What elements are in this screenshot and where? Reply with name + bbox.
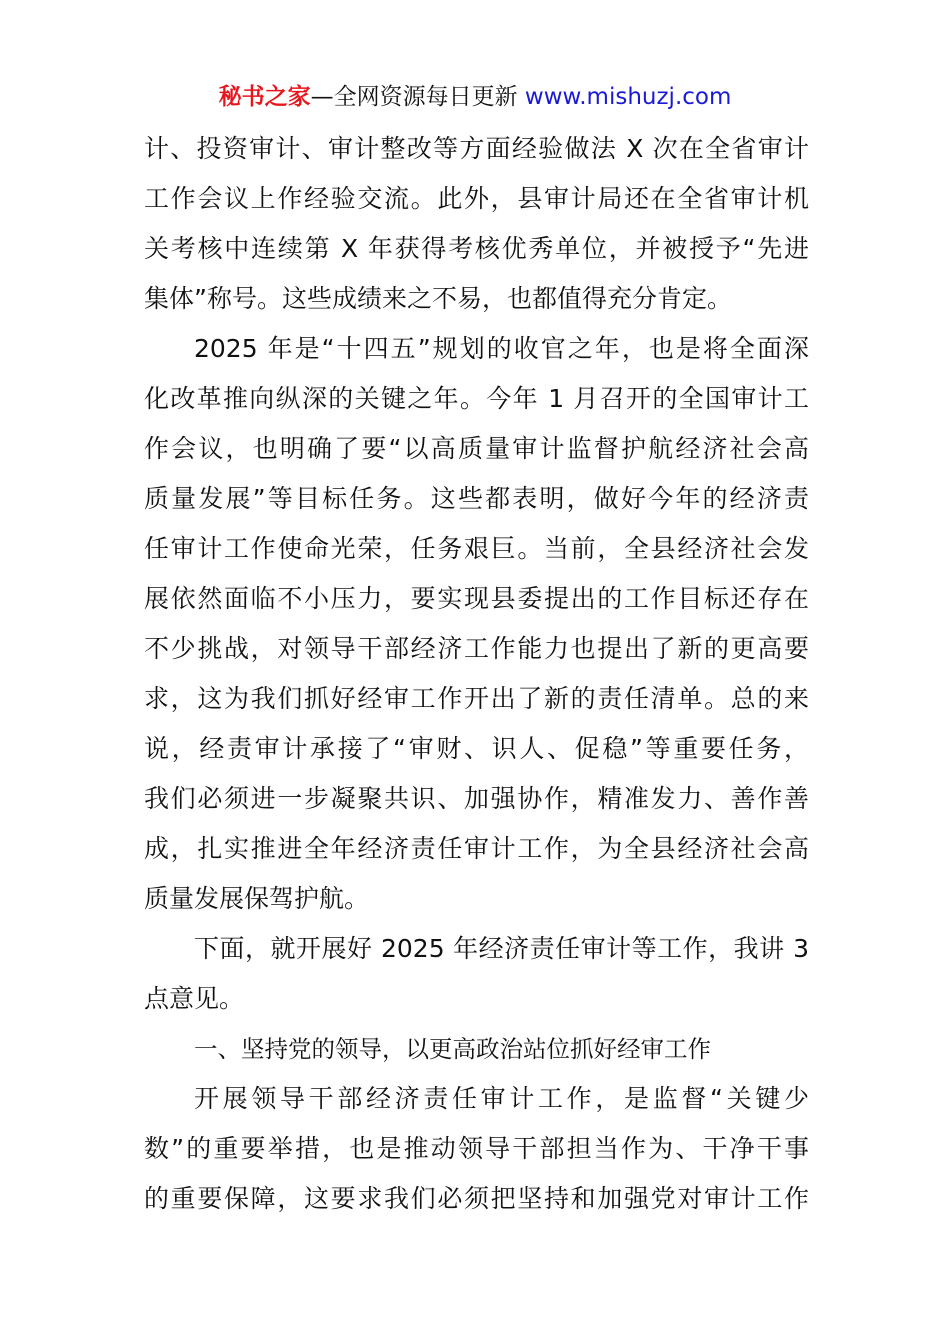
- text-line: 工作会议上作经验交流。此外，县审计局还在全省审计机: [144, 184, 809, 213]
- text-line: 集体”称号。这些成绩来之不易，也都值得充分肯定。: [144, 284, 732, 313]
- text-line: 说，经责审计承接了“审财、识人、促稳”等重要任务，: [144, 734, 809, 763]
- text-line: 展依然面临不小压力，要实现县委提出的工作目标还存在: [144, 584, 809, 613]
- document-body: [144, 124, 809, 1224]
- text-line: 开展领导干部经济责任审计工作，是监督“关键少: [194, 1084, 809, 1113]
- site-brand: 秘书之家: [218, 84, 311, 110]
- text-line: 的重要保障，这要求我们必须把坚持和加强党对审计工作: [144, 1184, 809, 1213]
- text-line: 关考核中连续第 X 年获得考核优秀单位，并被授予“先进: [144, 234, 809, 263]
- text-line: 2025 年是“十四五”规划的收官之年，也是将全面深: [194, 334, 809, 363]
- section-heading: 一、坚持党的领导，以更高政治站位抓好经审工作: [194, 1035, 711, 1063]
- text-line: 我们必须进一步凝聚共识、加强协作，精准发力、善作善: [144, 784, 809, 813]
- text-line: 作会议，也明确了要“以高质量审计监督护航经济社会高: [144, 434, 809, 463]
- text-line: 计、投资审计、审计整改等方面经验做法 X 次在全省审计: [144, 134, 809, 163]
- text-line: 数”的重要举措，也是推动领导干部担当作为、干净干事: [144, 1134, 809, 1163]
- text-line: 质量发展”等目标任务。这些都表明，做好今年的经济责: [144, 484, 809, 513]
- text-line: 质量发展保驾护航。: [144, 884, 370, 913]
- text-line: 点意见。: [144, 984, 245, 1013]
- text-line: 化改革推向纵深的关键之年。今年 1 月召开的全国审计工: [144, 384, 809, 413]
- text-line: 下面，就开展好 2025 年经济责任审计等工作，我讲 3: [194, 934, 809, 963]
- text-line: 成，扎实推进全年经济责任审计工作，为全县经济社会高: [144, 834, 809, 863]
- text-line: 求，这为我们抓好经审工作开出了新的责任清单。总的来: [144, 684, 809, 713]
- site-header: [0, 80, 950, 114]
- site-url-link[interactable]: www.mishuzj.com: [524, 84, 732, 110]
- text-line: 不少挑战，对领导干部经济工作能力也提出了新的更高要: [144, 634, 809, 663]
- site-tagline: —全网资源每日更新: [310, 84, 518, 110]
- text-line: 任审计工作使命光荣，任务艰巨。当前，全县经济社会发: [144, 534, 809, 563]
